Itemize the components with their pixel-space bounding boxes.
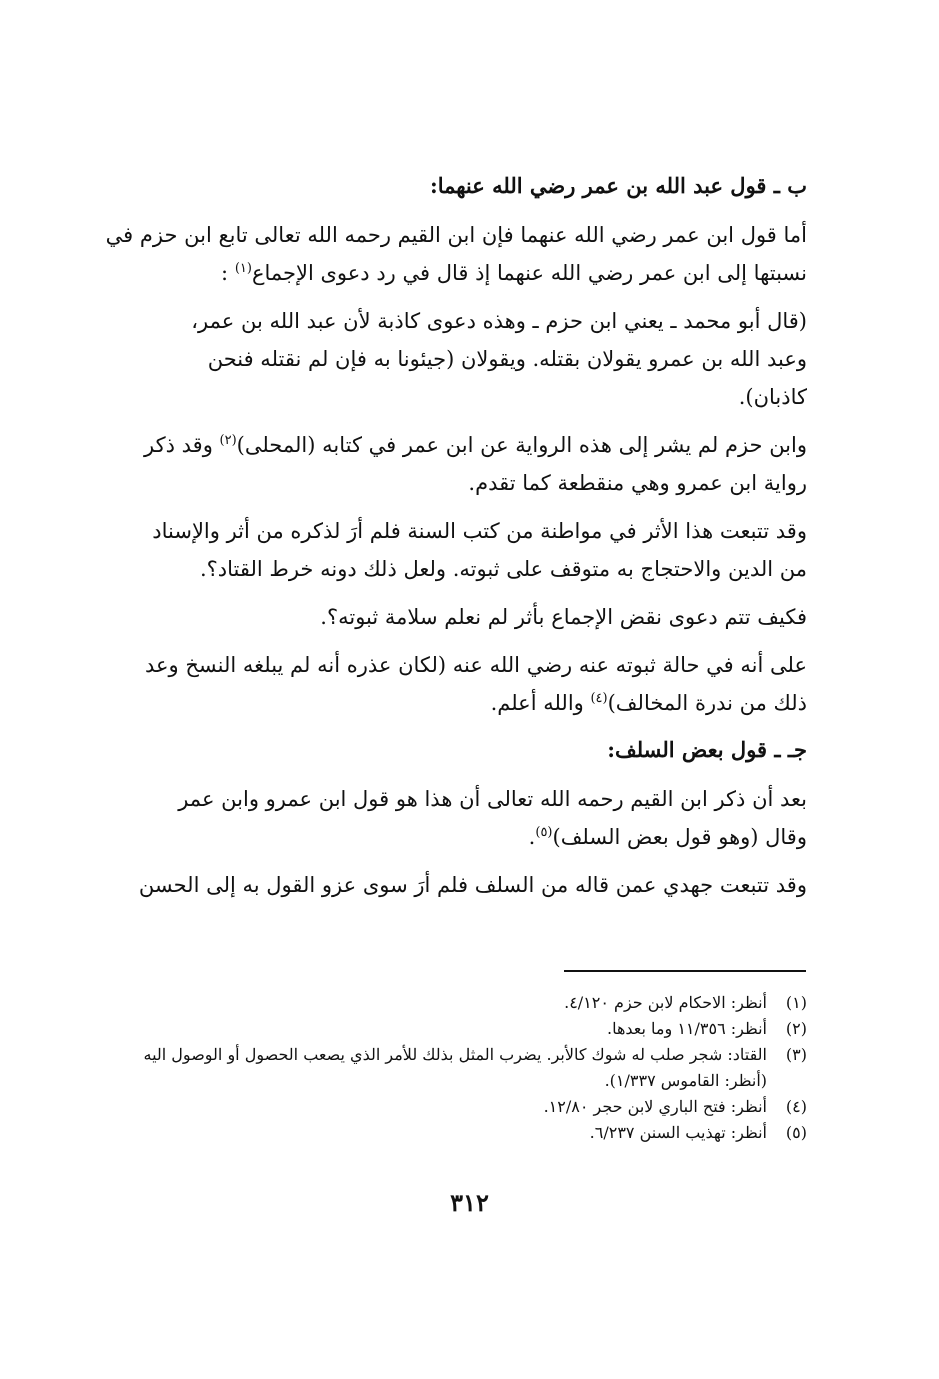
footnote-text: أنظر: ١١/٣٥٦ وما بعدها. bbox=[607, 1019, 767, 1038]
paragraph-2-line-3: كاذبان). bbox=[738, 385, 807, 409]
paragraph-1-colon: : bbox=[221, 261, 229, 285]
paragraph-1 bbox=[100, 216, 807, 292]
paragraph-3-line-1-text: وابن حزم لم يشر إلى هذه الرواية عن ابن عمر في كتابه (المحلى) bbox=[236, 433, 807, 457]
footnote-ref-4: (٤) bbox=[590, 691, 608, 706]
paragraph-6 bbox=[100, 646, 807, 722]
footnote-number: (٣) bbox=[785, 1045, 807, 1064]
paragraph-8 bbox=[100, 866, 807, 904]
footnote-text: أنظر: الاحكام لابن حزم ٤/١٢٠. bbox=[564, 993, 767, 1012]
paragraph-2-line-1: (قال أبو محمد ـ يعني ابن حزم ـ وهذه دعوى كاذبة لأن عبد الله بن عمر، bbox=[191, 309, 807, 333]
paragraph-5 bbox=[100, 598, 807, 636]
footnote-4 bbox=[100, 1094, 807, 1120]
paragraph-5-line-1: فكيف تتم دعوى نقض الإجماع بأثر لم نعلم سلامة ثبوته؟. bbox=[320, 605, 807, 629]
paragraph-8-line-1: وقد تتبعت جهدي عمن قاله من السلف فلم أرَ سوى عزو القول به إلى الحسن bbox=[138, 873, 807, 897]
footnote-number: (٤) bbox=[785, 1097, 807, 1116]
paragraph-7-line-1: بعد أن ذكر ابن القيم رحمه الله تعالى أن هذا هو قول ابن عمرو وابن عمر bbox=[178, 787, 807, 811]
footnote-divider bbox=[564, 970, 806, 972]
paragraph-3-line-1 bbox=[100, 426, 807, 464]
footnote-number: (٥) bbox=[785, 1123, 807, 1142]
paragraph-3 bbox=[100, 426, 807, 502]
paragraph-7 bbox=[100, 780, 807, 856]
paragraph-4-line-2: من الدين والاحتجاج به متوقف على ثبوته. ولعل ذلك دونه خرط القتاد؟. bbox=[199, 557, 807, 581]
footnote-ref-5: (٥) bbox=[535, 825, 553, 840]
page-body bbox=[100, 168, 807, 914]
paragraph-1-line-2 bbox=[100, 254, 807, 292]
paragraph-1-line-2-text: نسبتها إلى ابن عمر رضي الله عنهما إذ قال في رد دعوى الإجماع bbox=[251, 261, 807, 285]
paragraph-3-line-1-end: وقد ذكر bbox=[144, 433, 220, 457]
paragraph-2-line-2: وعبد الله بن عمرو يقولان بقتله. ويقولان (جيئونا به فإن لم نقتله فنحن bbox=[207, 347, 807, 371]
footnote-3 bbox=[100, 1042, 807, 1094]
paragraph-4-line-1: وقد تتبعت هذا الأثر في مواطنة من كتب السنة فلم أرَ لذكره من أثر والإسناد bbox=[152, 519, 807, 543]
paragraph-7-line-2-end: . bbox=[528, 825, 536, 849]
footnote-2 bbox=[100, 1016, 807, 1042]
footnote-1 bbox=[100, 990, 807, 1016]
footnote-text: أنظر: تهذيب السنن ٦/٢٣٧. bbox=[589, 1123, 767, 1142]
paragraph-3-line-2: رواية ابن عمرو وهي منقطعة كما تقدم. bbox=[468, 471, 807, 495]
section-heading-b: ب ـ قول عبد الله بن عمر رضي الله عنهما: bbox=[429, 173, 807, 198]
paragraph-7-line-2-text: وقال (وهو قول بعض السلف) bbox=[552, 825, 807, 849]
footnote-number: (١) bbox=[785, 993, 807, 1012]
page-number: ٣١٢ bbox=[450, 1188, 489, 1217]
section-heading-c: جـ ـ قول بعض السلف: bbox=[607, 737, 807, 762]
footnote-ref-2: (٢) bbox=[219, 433, 237, 448]
paragraph-4 bbox=[100, 512, 807, 588]
footnote-text: أنظر: فتح الباري لابن حجر ١٢/٨٠. bbox=[543, 1097, 767, 1116]
footnotes bbox=[100, 990, 807, 1146]
footnote-text: القتاد: شجر صلب له شوك كالأبر. يضرب المثل بذلك للأمر الذي يصعب الحصول أو الوصول اليه (أنظر: القاموس ١/٣٣٧). bbox=[143, 1045, 767, 1090]
paragraph-6-line-2-end: والله أعلم. bbox=[490, 691, 591, 715]
paragraph-6-line-2 bbox=[100, 684, 807, 722]
footnote-number: (٢) bbox=[785, 1019, 807, 1038]
paragraph-1-line-1: أما قول ابن عمر رضي الله عنهما فإن ابن القيم رحمه الله تعالى تابع ابن حزم في bbox=[105, 223, 807, 247]
paragraph-6-line-1: على أنه في حالة ثبوته عنه رضي الله عنه (لكان عذره أنه لم يبلغه النسخ وعد bbox=[144, 653, 807, 677]
paragraph-2-quote bbox=[100, 302, 807, 416]
paragraph-7-line-2 bbox=[100, 818, 807, 856]
footnote-ref-1: (١) bbox=[234, 261, 252, 276]
footnote-5 bbox=[100, 1120, 807, 1146]
paragraph-6-line-2-text: ذلك من ندرة المخالف) bbox=[607, 691, 807, 715]
